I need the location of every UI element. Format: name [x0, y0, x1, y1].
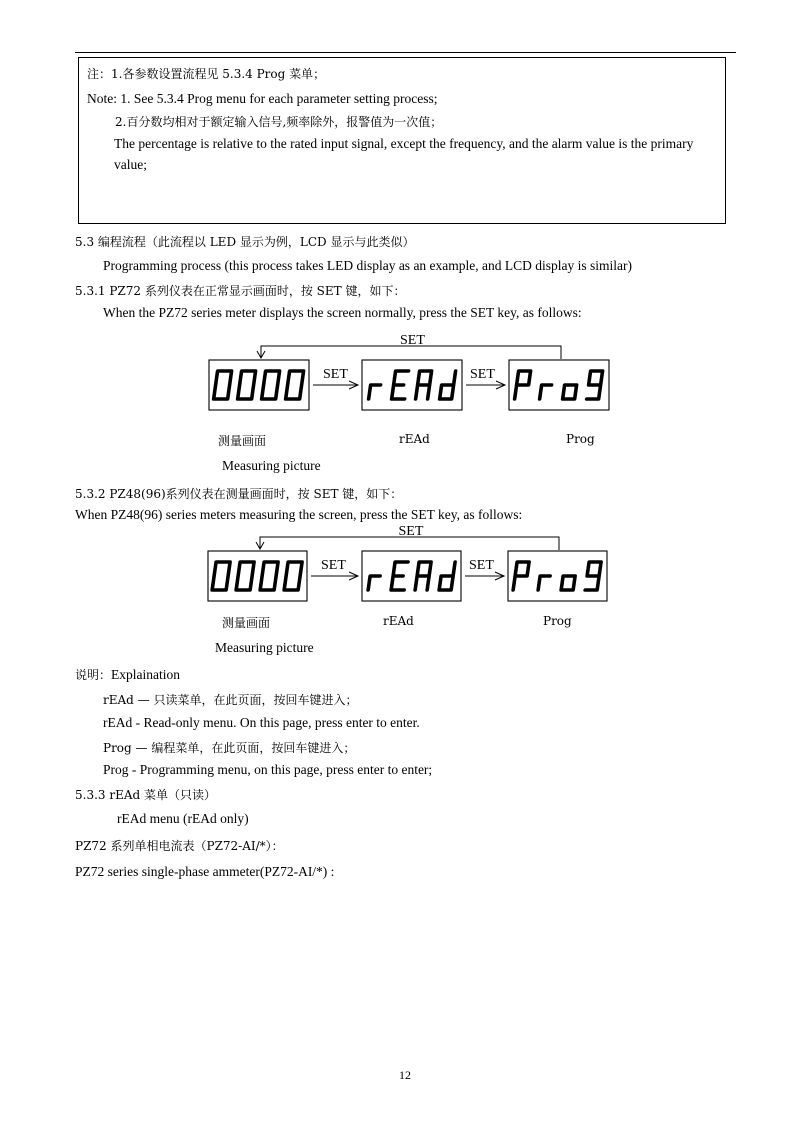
prog-display [508, 551, 607, 601]
sec533-heading-en: rEAd menu (rEAd only) [117, 811, 249, 826]
measuring-display [208, 551, 307, 601]
sec53-heading-cn: 5.3 编程流程（此流程以 LED 显示为例，LCD 显示与此类似） [75, 235, 415, 249]
diagram1-caption-measuring-cn: 测量画面 [218, 434, 267, 448]
page-number: 12 [399, 1068, 411, 1082]
set-arrow-2 [465, 572, 504, 580]
sec533-heading-cn: 5.3.3 rEAd 菜单（只读） [75, 788, 217, 802]
read-display [362, 551, 461, 601]
note-line1-cn: 注：1.各参数设置流程见 5.3.4 Prog 菜单； [87, 67, 326, 81]
diagram2-caption-measuring-cn: 测量画面 [222, 616, 271, 630]
diagram2-caption-prog: Prog [543, 614, 572, 628]
explain-read-cn: rEAd — 只读菜单，在此页面，按回车键进入； [103, 693, 358, 707]
sec533-series-cn: PZ72 系列单相电流表（PZ72-AI/*）： [75, 839, 284, 853]
note-line2-cn: 2.百分数均相对于额定输入信号,频率除外，报警值为一次值； [115, 115, 443, 129]
diagram2-caption-measuring-en: Measuring picture [215, 640, 314, 655]
sec533-series-en: PZ72 series single-phase ammeter(PZ72-AI/*) : [75, 864, 335, 879]
set-label-loop: SET [398, 524, 424, 539]
set-label-2: SET [469, 558, 494, 573]
measuring-display-frame [208, 551, 307, 601]
sec531-heading-en: When the PZ72 series meter displays the screen normally, press the SET key, as follows: [103, 305, 582, 320]
diagram1-caption-measuring-en: Measuring picture [222, 458, 321, 473]
explain-heading [75, 666, 180, 684]
diagram2-caption-read: rEAd [383, 614, 414, 628]
set-label-loop: SET [400, 333, 425, 348]
explain-read-en: rEAd - Read-only menu. On this page, press enter to enter. [103, 715, 420, 730]
note-line2-en: The percentage is relative to the rated input signal, except the frequency, and the alarm value is the primary value; [114, 136, 694, 172]
diagram1-caption-prog: Prog [566, 432, 595, 446]
diagram1-caption-read: rEAd [399, 432, 430, 446]
explain-prog-en: Prog - Programming menu, on this page, press enter to enter; [103, 762, 433, 777]
set-arrow-1 [311, 572, 358, 580]
sec532-heading-en: When PZ48(96) series meters measuring the screen, press the SET key, as follows: [75, 507, 523, 522]
set-label-2: SET [470, 367, 495, 382]
explain-label-en: Explaination [111, 667, 180, 682]
note-line1-en: Note: 1. See 5.3.4 Prog menu for each parameter setting process; [87, 91, 438, 106]
sec53-heading-en: Programming process (this process takes LED display as an example, and LCD display is similar) [103, 258, 633, 273]
set-label-1: SET [323, 367, 348, 382]
explain-prog-cn: Prog — 编程菜单，在此页面，按回车键进入； [103, 741, 356, 755]
sec531-heading-cn: 5.3.1 PZ72 系列仪表在正常显示画面时，按 SET 键，如下： [75, 284, 406, 298]
sec532-heading-cn: 5.3.2 PZ48(96)系列仪表在测量画面时，按 SET 键，如下： [75, 487, 403, 501]
explain-label-cn: 说明： [75, 668, 112, 682]
set-label-1: SET [321, 558, 346, 573]
